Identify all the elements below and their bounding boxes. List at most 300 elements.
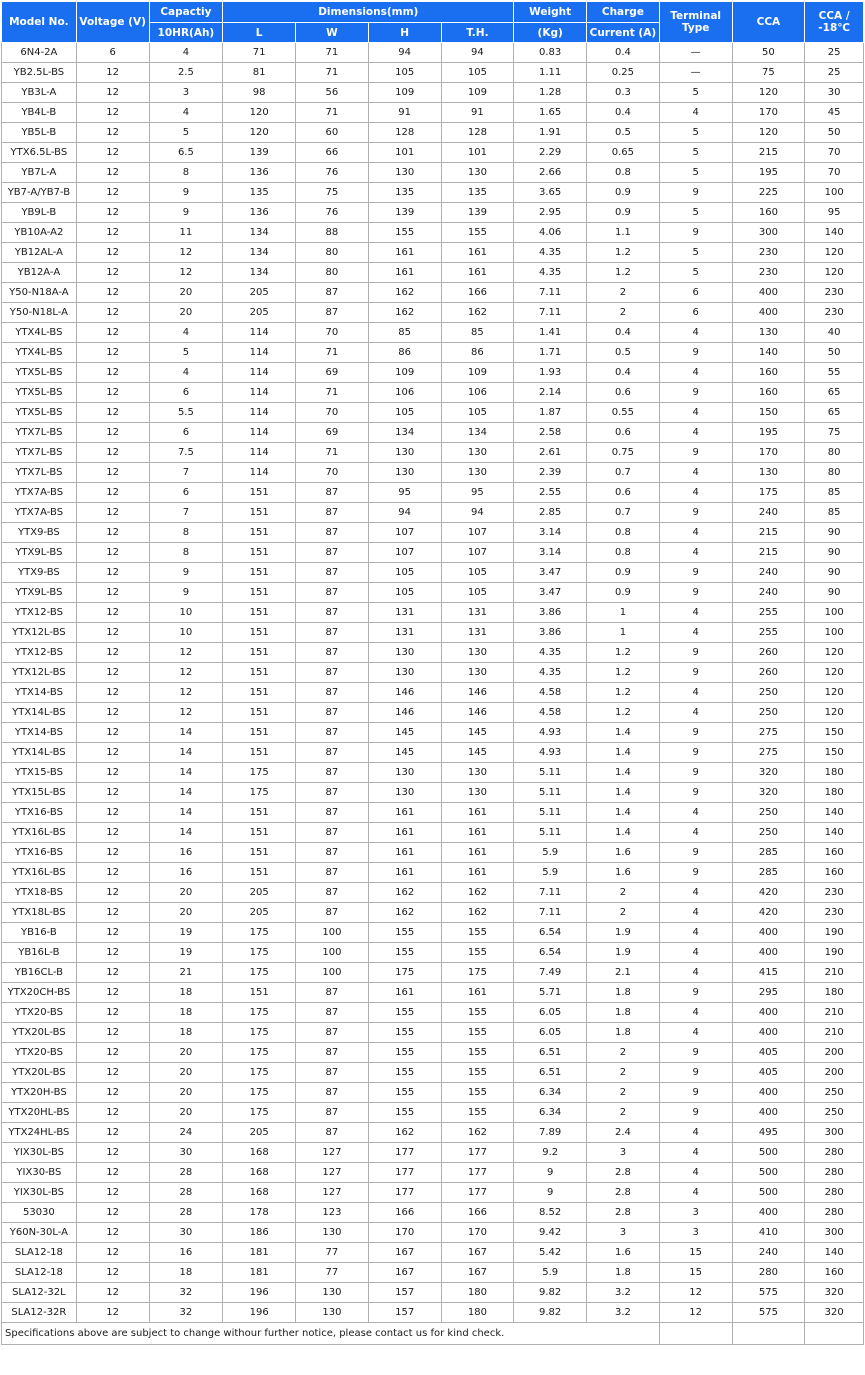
cell-cca-18: 280 <box>805 1143 864 1163</box>
cell-charge-current: 1.1 <box>587 223 660 243</box>
cell-charge-current: 0.4 <box>587 363 660 383</box>
cell-height: 130 <box>368 663 441 683</box>
cell-width: 71 <box>296 103 369 123</box>
cell-charge-current: 2.8 <box>587 1183 660 1203</box>
cell-weight: 2.29 <box>514 143 587 163</box>
cell-voltage: 12 <box>76 723 149 743</box>
cell-terminal-type: 9 <box>659 1063 732 1083</box>
cell-model: YB7-A/YB7-B <box>2 183 77 203</box>
cell-capacity: 2.5 <box>149 63 223 83</box>
cell-cca: 130 <box>732 463 805 483</box>
cell-terminal-type: 4 <box>659 623 732 643</box>
cell-length: 151 <box>223 543 296 563</box>
cell-voltage: 12 <box>76 223 149 243</box>
table-row <box>2 1303 864 1323</box>
cell-weight: 2.55 <box>514 483 587 503</box>
cell-width: 130 <box>296 1303 369 1323</box>
cell-cca: 170 <box>732 443 805 463</box>
cell-weight: 9.82 <box>514 1283 587 1303</box>
cell-height: 130 <box>368 163 441 183</box>
cell-length: 114 <box>223 323 296 343</box>
cell-terminal-type: 4 <box>659 823 732 843</box>
cell-width: 87 <box>296 763 369 783</box>
cell-length: 151 <box>223 483 296 503</box>
cell-cca: 215 <box>732 143 805 163</box>
cell-height: 91 <box>368 103 441 123</box>
footer-empty-cell <box>659 1323 732 1345</box>
col-header-capacity-unit: 10HR(Ah) <box>149 23 223 43</box>
cell-voltage: 12 <box>76 283 149 303</box>
cell-height: 155 <box>368 223 441 243</box>
spec-table-body <box>2 43 864 1323</box>
cell-height: 139 <box>368 203 441 223</box>
cell-width: 127 <box>296 1163 369 1183</box>
cell-model: YTX7L-BS <box>2 423 77 443</box>
cell-cca-18: 230 <box>805 283 864 303</box>
cell-weight: 7.89 <box>514 1123 587 1143</box>
cell-cca: 175 <box>732 483 805 503</box>
cell-cca-18: 90 <box>805 583 864 603</box>
table-row <box>2 263 864 283</box>
col-header-cca-18: CCA / -18℃ <box>805 2 864 43</box>
cell-voltage: 12 <box>76 83 149 103</box>
cell-model: YB2.5L-BS <box>2 63 77 83</box>
cell-capacity: 9 <box>149 583 223 603</box>
cell-model: YTX20-BS <box>2 1043 77 1063</box>
cell-weight: 1.65 <box>514 103 587 123</box>
cell-cca-18: 320 <box>805 1283 864 1303</box>
cell-terminal-type: 4 <box>659 363 732 383</box>
cell-weight: 6.51 <box>514 1063 587 1083</box>
cell-terminal-type: 5 <box>659 203 732 223</box>
cell-model: YTX12-BS <box>2 603 77 623</box>
cell-capacity: 20 <box>149 1103 223 1123</box>
cell-weight: 3.65 <box>514 183 587 203</box>
cell-length: 175 <box>223 763 296 783</box>
cell-weight: 4.58 <box>514 703 587 723</box>
cell-cca: 420 <box>732 883 805 903</box>
cell-length: 175 <box>223 943 296 963</box>
cell-cca: 500 <box>732 1183 805 1203</box>
col-header-dimensions: Dimensions(mm) <box>223 2 514 23</box>
cell-width: 87 <box>296 523 369 543</box>
cell-charge-current: 2 <box>587 283 660 303</box>
cell-voltage: 12 <box>76 1063 149 1083</box>
cell-cca: 500 <box>732 1163 805 1183</box>
cell-voltage: 12 <box>76 463 149 483</box>
table-row <box>2 283 864 303</box>
cell-model: YB3L-A <box>2 83 77 103</box>
cell-model: YTX20-BS <box>2 1003 77 1023</box>
cell-total-height: 130 <box>441 643 514 663</box>
col-header-terminal: Terminal Type <box>659 2 732 43</box>
cell-charge-current: 1.8 <box>587 1263 660 1283</box>
cell-height: 155 <box>368 923 441 943</box>
cell-model: YB10A-A2 <box>2 223 77 243</box>
cell-total-height: 94 <box>441 43 514 63</box>
cell-length: 114 <box>223 343 296 363</box>
cell-total-height: 180 <box>441 1303 514 1323</box>
cell-voltage: 12 <box>76 523 149 543</box>
footer-empty-cell <box>805 1323 864 1345</box>
cell-capacity: 32 <box>149 1303 223 1323</box>
cell-cca-18: 75 <box>805 423 864 443</box>
cell-height: 145 <box>368 723 441 743</box>
col-header-capacity: Capactiy <box>149 2 223 23</box>
cell-model: YTX16-BS <box>2 803 77 823</box>
cell-height: 128 <box>368 123 441 143</box>
cell-total-height: 161 <box>441 823 514 843</box>
cell-length: 114 <box>223 363 296 383</box>
cell-cca-18: 280 <box>805 1203 864 1223</box>
cell-length: 139 <box>223 143 296 163</box>
cell-cca-18: 70 <box>805 143 864 163</box>
table-row <box>2 1183 864 1203</box>
cell-capacity: 28 <box>149 1163 223 1183</box>
cell-charge-current: 2.8 <box>587 1163 660 1183</box>
cell-voltage: 12 <box>76 603 149 623</box>
cell-weight: 5.11 <box>514 823 587 843</box>
cell-width: 87 <box>296 743 369 763</box>
cell-cca-18: 250 <box>805 1103 864 1123</box>
cell-voltage: 12 <box>76 343 149 363</box>
cell-terminal-type: 4 <box>659 403 732 423</box>
cell-charge-current: 0.9 <box>587 183 660 203</box>
table-row <box>2 43 864 63</box>
cell-charge-current: 1 <box>587 603 660 623</box>
cell-charge-current: 0.7 <box>587 463 660 483</box>
cell-capacity: 14 <box>149 763 223 783</box>
cell-model: YIX30L-BS <box>2 1143 77 1163</box>
cell-cca: 575 <box>732 1303 805 1323</box>
cell-weight: 6.54 <box>514 923 587 943</box>
cell-cca-18: 200 <box>805 1063 864 1083</box>
cell-total-height: 155 <box>441 1083 514 1103</box>
cell-height: 130 <box>368 463 441 483</box>
cell-weight: 2.66 <box>514 163 587 183</box>
cell-terminal-type: 3 <box>659 1223 732 1243</box>
cell-charge-current: 0.9 <box>587 563 660 583</box>
cell-capacity: 6 <box>149 383 223 403</box>
cell-model: YTX9L-BS <box>2 583 77 603</box>
cell-cca-18: 50 <box>805 123 864 143</box>
col-header-weight-unit: (Kg) <box>514 23 587 43</box>
cell-weight: 5.9 <box>514 863 587 883</box>
cell-cca: 295 <box>732 983 805 1003</box>
col-header-length: L <box>223 23 296 43</box>
cell-cca: 500 <box>732 1143 805 1163</box>
cell-terminal-type: 4 <box>659 1143 732 1163</box>
cell-total-height: 130 <box>441 463 514 483</box>
cell-cca-18: 160 <box>805 863 864 883</box>
table-row <box>2 663 864 683</box>
table-row <box>2 1003 864 1023</box>
cell-height: 161 <box>368 863 441 883</box>
cell-terminal-type: 3 <box>659 1203 732 1223</box>
cell-model: YTX15L-BS <box>2 783 77 803</box>
cell-height: 107 <box>368 523 441 543</box>
cell-total-height: 175 <box>441 963 514 983</box>
cell-cca-18: 210 <box>805 963 864 983</box>
cell-model: YTX7L-BS <box>2 463 77 483</box>
cell-cca-18: 300 <box>805 1223 864 1243</box>
cell-terminal-type: 9 <box>659 763 732 783</box>
cell-total-height: 166 <box>441 283 514 303</box>
cell-charge-current: 1 <box>587 623 660 643</box>
cell-cca-18: 190 <box>805 923 864 943</box>
cell-terminal-type: 15 <box>659 1243 732 1263</box>
cell-weight: 2.85 <box>514 503 587 523</box>
cell-cca-18: 160 <box>805 843 864 863</box>
cell-height: 131 <box>368 623 441 643</box>
cell-weight: 1.11 <box>514 63 587 83</box>
cell-weight: 4.35 <box>514 663 587 683</box>
cell-voltage: 12 <box>76 1163 149 1183</box>
cell-cca: 75 <box>732 63 805 83</box>
cell-voltage: 12 <box>76 483 149 503</box>
cell-terminal-type: 9 <box>659 383 732 403</box>
cell-voltage: 12 <box>76 643 149 663</box>
cell-charge-current: 3 <box>587 1223 660 1243</box>
cell-cca-18: 120 <box>805 683 864 703</box>
cell-capacity: 20 <box>149 1043 223 1063</box>
cell-cca: 275 <box>732 723 805 743</box>
cell-cca: 285 <box>732 843 805 863</box>
cell-length: 151 <box>223 563 296 583</box>
table-row <box>2 323 864 343</box>
cell-capacity: 9 <box>149 563 223 583</box>
cell-height: 130 <box>368 783 441 803</box>
cell-length: 151 <box>223 803 296 823</box>
cell-width: 87 <box>296 1063 369 1083</box>
cell-total-height: 155 <box>441 1103 514 1123</box>
table-row <box>2 783 864 803</box>
cell-height: 155 <box>368 1083 441 1103</box>
cell-cca: 260 <box>732 663 805 683</box>
table-row <box>2 383 864 403</box>
cell-length: 175 <box>223 1043 296 1063</box>
cell-weight: 5.42 <box>514 1243 587 1263</box>
cell-length: 151 <box>223 823 296 843</box>
cell-width: 100 <box>296 943 369 963</box>
cell-total-height: 170 <box>441 1223 514 1243</box>
cell-cca-18: 150 <box>805 723 864 743</box>
cell-weight: 0.83 <box>514 43 587 63</box>
cell-height: 177 <box>368 1143 441 1163</box>
cell-weight: 3.14 <box>514 543 587 563</box>
cell-cca: 150 <box>732 403 805 423</box>
col-header-weight: Weight <box>514 2 587 23</box>
cell-model: YB9L-B <box>2 203 77 223</box>
cell-cca-18: 120 <box>805 663 864 683</box>
cell-voltage: 12 <box>76 1103 149 1123</box>
cell-width: 75 <box>296 183 369 203</box>
cell-cca-18: 200 <box>805 1043 864 1063</box>
cell-charge-current: 3 <box>587 1143 660 1163</box>
cell-width: 87 <box>296 1123 369 1143</box>
cell-weight: 5.9 <box>514 843 587 863</box>
table-row <box>2 643 864 663</box>
cell-capacity: 7 <box>149 463 223 483</box>
cell-cca: 120 <box>732 123 805 143</box>
cell-charge-current: 1.2 <box>587 643 660 663</box>
cell-total-height: 180 <box>441 1283 514 1303</box>
cell-width: 127 <box>296 1183 369 1203</box>
cell-cca: 405 <box>732 1063 805 1083</box>
cell-height: 161 <box>368 843 441 863</box>
cell-total-height: 94 <box>441 503 514 523</box>
cell-width: 88 <box>296 223 369 243</box>
cell-weight: 7.11 <box>514 283 587 303</box>
cell-model: YTX20L-BS <box>2 1063 77 1083</box>
cell-height: 162 <box>368 303 441 323</box>
cell-total-height: 155 <box>441 943 514 963</box>
cell-terminal-type: 4 <box>659 1023 732 1043</box>
cell-cca: 575 <box>732 1283 805 1303</box>
cell-charge-current: 1.6 <box>587 863 660 883</box>
cell-cca-18: 140 <box>805 823 864 843</box>
cell-model: YTX9-BS <box>2 523 77 543</box>
table-row <box>2 1263 864 1283</box>
cell-terminal-type: 5 <box>659 143 732 163</box>
cell-cca-18: 100 <box>805 183 864 203</box>
cell-cca-18: 85 <box>805 503 864 523</box>
cell-total-height: 130 <box>441 783 514 803</box>
cell-cca-18: 100 <box>805 603 864 623</box>
cell-charge-current: 2.8 <box>587 1203 660 1223</box>
cell-charge-current: 0.3 <box>587 83 660 103</box>
cell-cca-18: 140 <box>805 803 864 823</box>
cell-terminal-type: 5 <box>659 243 732 263</box>
cell-cca: 230 <box>732 263 805 283</box>
cell-total-height: 107 <box>441 543 514 563</box>
cell-cca-18: 180 <box>805 783 864 803</box>
cell-length: 151 <box>223 743 296 763</box>
cell-charge-current: 0.5 <box>587 123 660 143</box>
cell-height: 131 <box>368 603 441 623</box>
cell-length: 151 <box>223 583 296 603</box>
cell-voltage: 12 <box>76 563 149 583</box>
cell-cca-18: 210 <box>805 1003 864 1023</box>
cell-capacity: 18 <box>149 983 223 1003</box>
cell-model: YB5L-B <box>2 123 77 143</box>
table-row <box>2 963 864 983</box>
table-row <box>2 843 864 863</box>
cell-cca-18: 70 <box>805 163 864 183</box>
cell-total-height: 146 <box>441 683 514 703</box>
col-header-cca: CCA <box>732 2 805 43</box>
cell-capacity: 20 <box>149 1083 223 1103</box>
cell-weight: 3.86 <box>514 623 587 643</box>
cell-voltage: 12 <box>76 623 149 643</box>
cell-voltage: 12 <box>76 1123 149 1143</box>
cell-total-height: 95 <box>441 483 514 503</box>
cell-weight: 2.61 <box>514 443 587 463</box>
cell-total-height: 131 <box>441 603 514 623</box>
cell-cca: 230 <box>732 243 805 263</box>
cell-width: 87 <box>296 803 369 823</box>
cell-total-height: 135 <box>441 183 514 203</box>
cell-voltage: 12 <box>76 303 149 323</box>
cell-height: 167 <box>368 1263 441 1283</box>
cell-charge-current: 1.4 <box>587 743 660 763</box>
cell-model: YTX12L-BS <box>2 623 77 643</box>
cell-terminal-type: 9 <box>659 1083 732 1103</box>
cell-charge-current: 0.4 <box>587 323 660 343</box>
cell-cca: 415 <box>732 963 805 983</box>
cell-width: 77 <box>296 1243 369 1263</box>
cell-model: YTX7L-BS <box>2 443 77 463</box>
cell-voltage: 12 <box>76 1223 149 1243</box>
cell-width: 87 <box>296 483 369 503</box>
cell-terminal-type: 4 <box>659 1183 732 1203</box>
cell-model: SLA12-18 <box>2 1263 77 1283</box>
cell-width: 70 <box>296 323 369 343</box>
cell-width: 71 <box>296 443 369 463</box>
cell-weight: 1.93 <box>514 363 587 383</box>
cell-cca: 240 <box>732 503 805 523</box>
cell-charge-current: 1.4 <box>587 723 660 743</box>
cell-voltage: 12 <box>76 1283 149 1303</box>
cell-model: YB16-B <box>2 923 77 943</box>
cell-width: 87 <box>296 1103 369 1123</box>
cell-width: 87 <box>296 283 369 303</box>
table-row <box>2 123 864 143</box>
cell-charge-current: 2 <box>587 1043 660 1063</box>
cell-charge-current: 0.6 <box>587 383 660 403</box>
cell-model: SLA12-32R <box>2 1303 77 1323</box>
cell-voltage: 12 <box>76 703 149 723</box>
cell-weight: 7.11 <box>514 303 587 323</box>
cell-capacity: 20 <box>149 303 223 323</box>
table-row <box>2 103 864 123</box>
cell-weight: 2.39 <box>514 463 587 483</box>
cell-length: 175 <box>223 783 296 803</box>
cell-charge-current: 0.6 <box>587 423 660 443</box>
cell-height: 109 <box>368 363 441 383</box>
cell-capacity: 19 <box>149 943 223 963</box>
cell-weight: 4.35 <box>514 243 587 263</box>
cell-length: 151 <box>223 723 296 743</box>
table-row <box>2 1063 864 1083</box>
cell-width: 87 <box>296 563 369 583</box>
cell-height: 109 <box>368 83 441 103</box>
cell-weight: 4.35 <box>514 643 587 663</box>
cell-voltage: 12 <box>76 863 149 883</box>
cell-model: YTX14L-BS <box>2 703 77 723</box>
cell-charge-current: 0.8 <box>587 523 660 543</box>
cell-height: 86 <box>368 343 441 363</box>
cell-voltage: 12 <box>76 683 149 703</box>
cell-total-height: 161 <box>441 263 514 283</box>
cell-cca: 250 <box>732 803 805 823</box>
cell-cca-18: 65 <box>805 403 864 423</box>
cell-cca: 320 <box>732 783 805 803</box>
cell-weight: 6.34 <box>514 1083 587 1103</box>
table-row <box>2 203 864 223</box>
cell-height: 95 <box>368 483 441 503</box>
cell-width: 87 <box>296 643 369 663</box>
cell-total-height: 130 <box>441 663 514 683</box>
cell-terminal-type: — <box>659 63 732 83</box>
cell-weight: 7.49 <box>514 963 587 983</box>
cell-width: 87 <box>296 623 369 643</box>
cell-height: 155 <box>368 1003 441 1023</box>
cell-weight: 3.47 <box>514 563 587 583</box>
cell-weight: 1.28 <box>514 83 587 103</box>
cell-cca-18: 30 <box>805 83 864 103</box>
cell-cca-18: 55 <box>805 363 864 383</box>
